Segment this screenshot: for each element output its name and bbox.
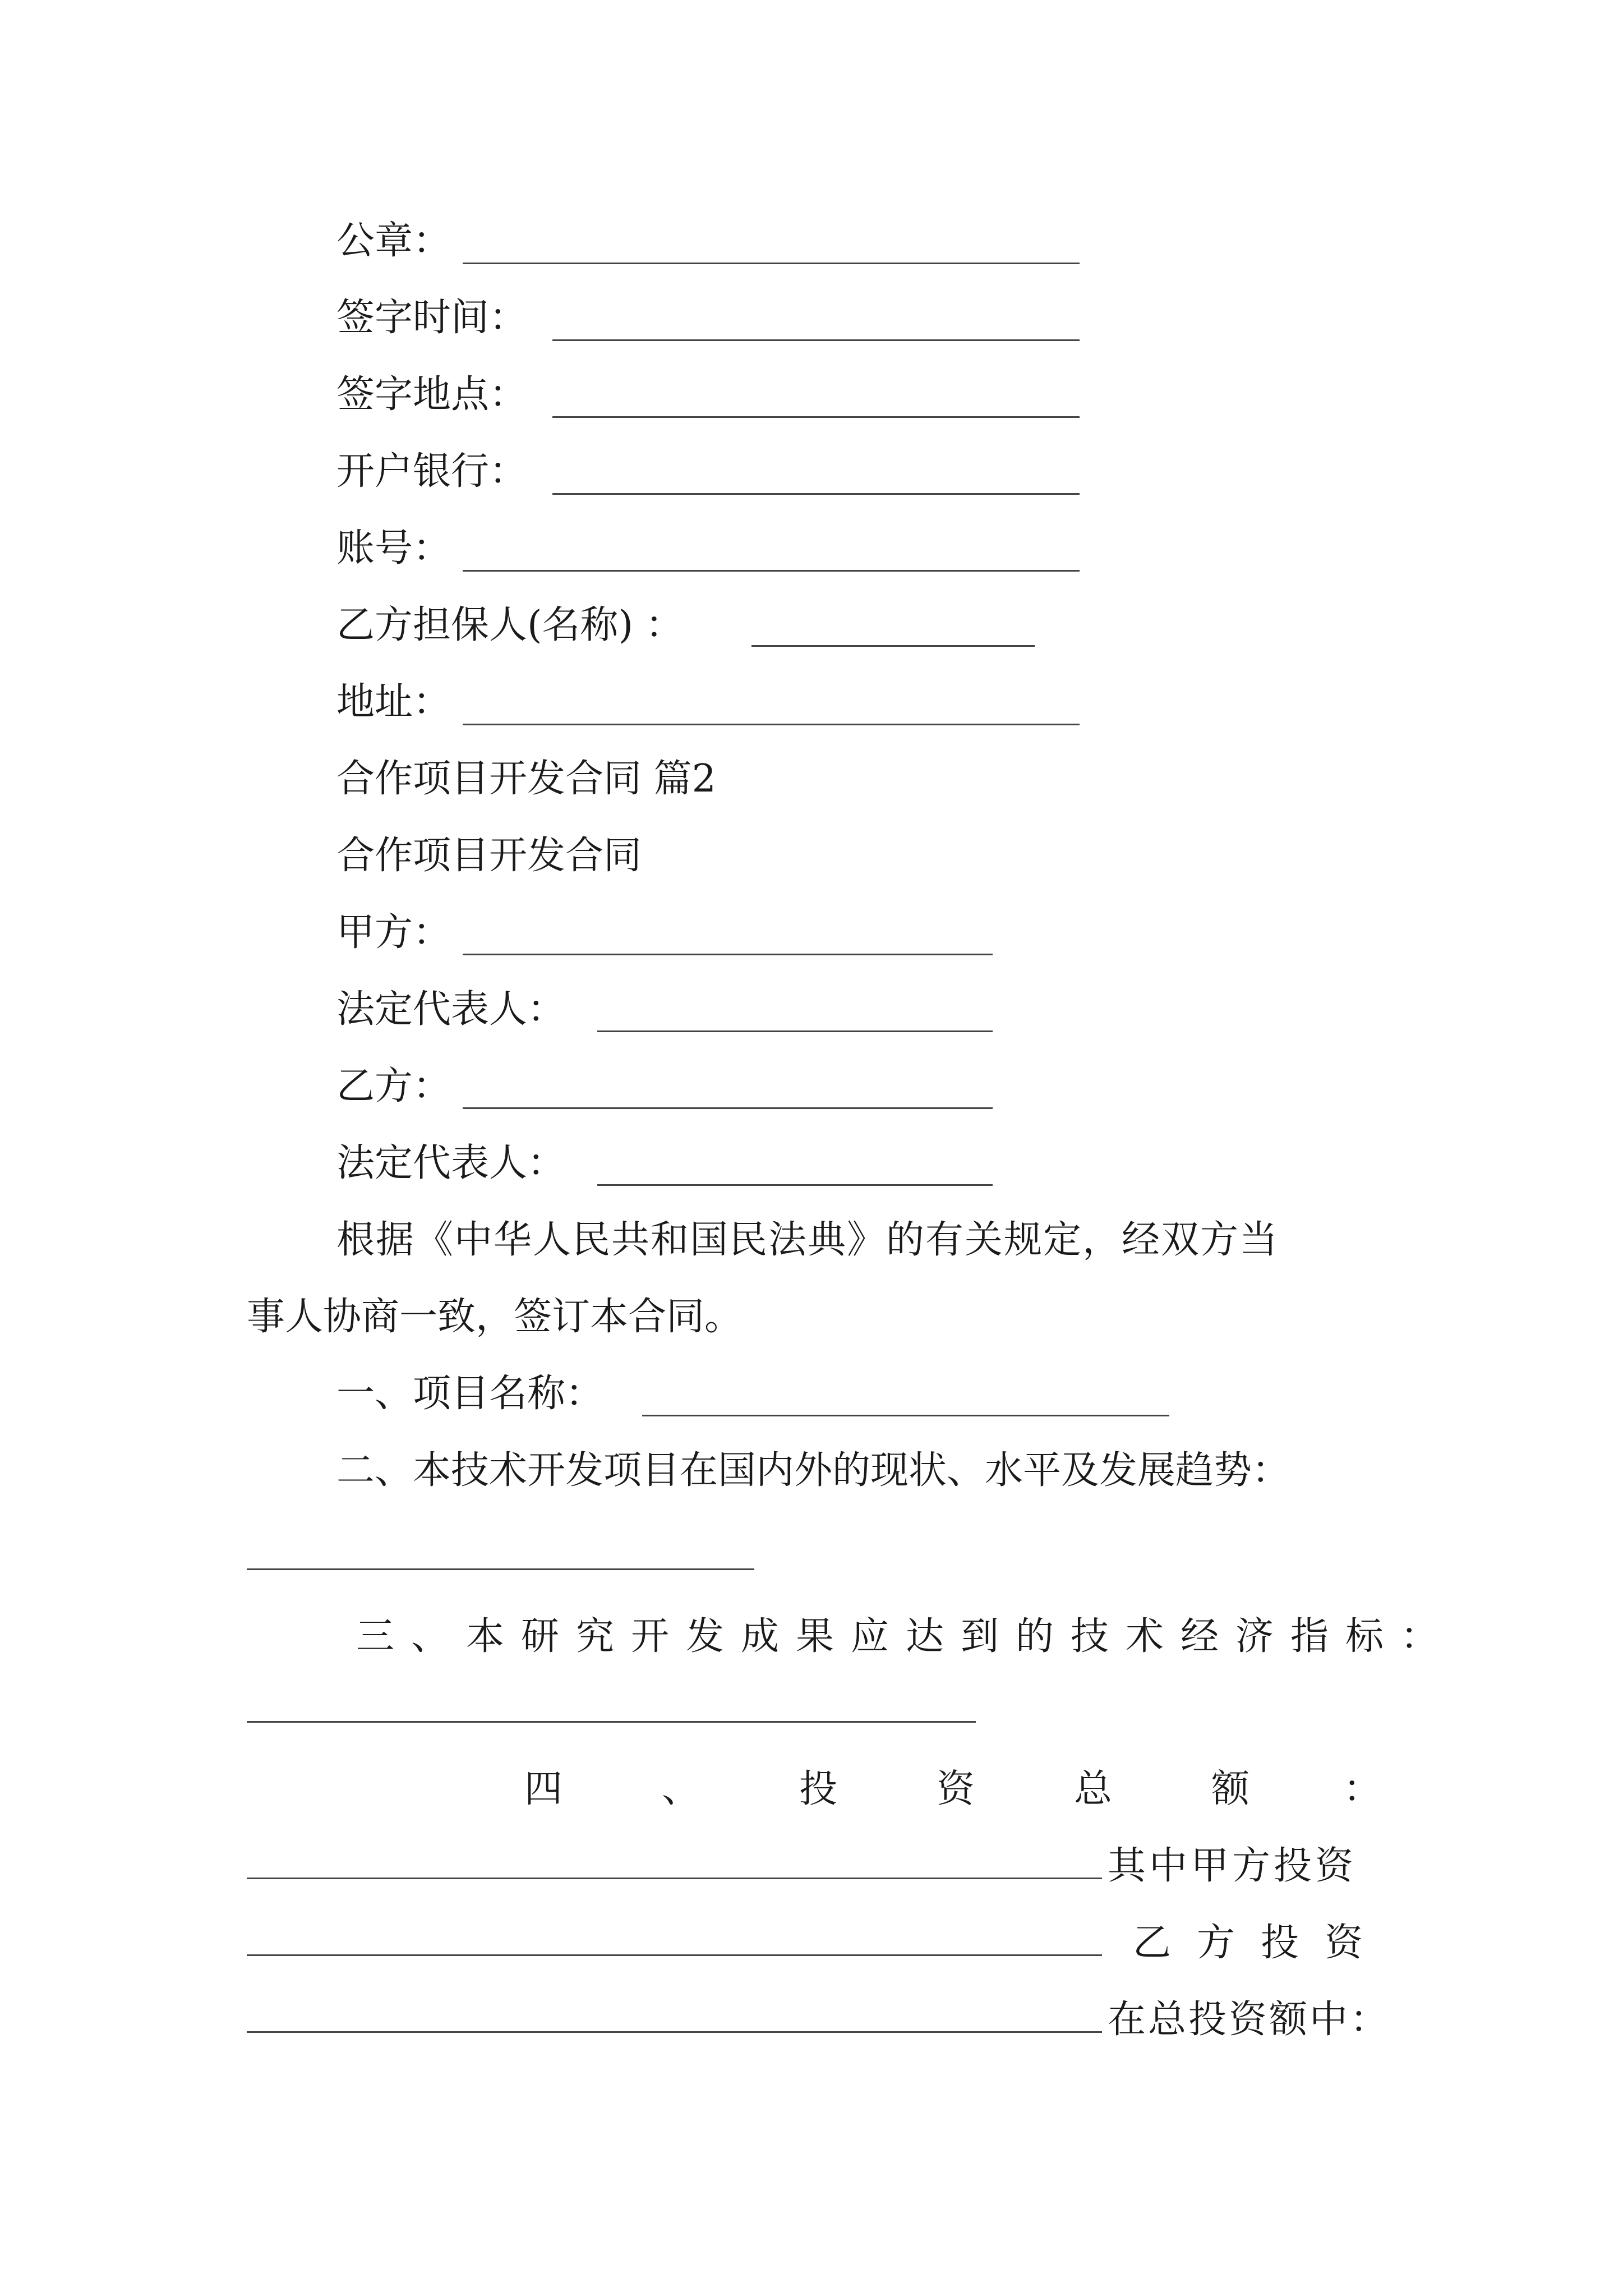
party-b-investment-blank [247, 2031, 1102, 2033]
clause-4-char-6: 额 [1211, 1767, 1250, 1811]
total-investment-blank [247, 1878, 1102, 1879]
clause-4-char-3: 投 [799, 1767, 838, 1811]
seal-blank [463, 263, 1080, 264]
party-a-investment-blank [247, 1954, 1102, 1956]
clause-2-status: 二、本技术开发项目在国内外的现状、水平及发展趋势： [336, 1448, 1290, 1493]
party-b-blank [463, 1107, 993, 1109]
address-blank [463, 724, 1080, 725]
guarantor-label: 乙方担保人(名称) ： [336, 603, 684, 647]
in-total-investment-label: 在总投资额中： [1108, 1998, 1391, 2042]
contract-title: 合作项目开发合同 [336, 834, 642, 878]
clause-1-project-name: 一、项目名称： [336, 1372, 604, 1416]
bank-label: 开户银行： [336, 449, 528, 494]
party-a-rep-label: 法定代表人： [336, 987, 566, 1032]
account-label: 账号： [336, 526, 451, 570]
party-b-label: 乙方： [336, 1064, 451, 1108]
party-a-rep-blank [597, 1030, 993, 1032]
party-b-investment-label: 乙方投资 [1133, 1921, 1389, 1965]
party-b-rep-blank [597, 1184, 993, 1186]
guarantor-blank [751, 645, 1035, 647]
clause-3-blank [247, 1721, 976, 1723]
address-label: 地址： [336, 680, 451, 724]
clause-4-char-2: 、 [662, 1767, 700, 1811]
signing-time-label: 签字时间： [336, 296, 528, 340]
preamble-line-2: 事人协商一致，签订本合同。 [247, 1295, 743, 1339]
party-a-blank [463, 954, 993, 955]
signing-place-blank [552, 416, 1080, 418]
seal-label: 公章： [336, 219, 451, 263]
clause-4-char-5: 总 [1074, 1767, 1113, 1811]
signing-time-blank [552, 339, 1080, 341]
party-b-rep-label: 法定代表人： [336, 1141, 566, 1185]
clause-2-blank [247, 1568, 754, 1570]
signing-place-label: 签字地点： [336, 372, 528, 417]
clause-4-char-4: 资 [937, 1767, 975, 1811]
clause-3-indicators: 三、本研究开发成果应达到的技术经济指标： [356, 1614, 1456, 1659]
party-a-investment-label: 其中甲方投资 [1108, 1844, 1357, 1888]
party-a-label: 甲方： [336, 910, 451, 955]
preamble-line-1: 根据《中华人民共和国民法典》的有关规定，经双方当 [336, 1218, 1279, 1262]
clause-4-char-1: 四 [524, 1767, 563, 1811]
account-blank [463, 570, 1080, 572]
clause-1-blank [642, 1415, 1169, 1416]
clause-4-char-7: ： [1343, 1767, 1382, 1811]
section-heading: 合作项目开发合同 篇2 [336, 757, 716, 801]
bank-blank [552, 493, 1080, 495]
